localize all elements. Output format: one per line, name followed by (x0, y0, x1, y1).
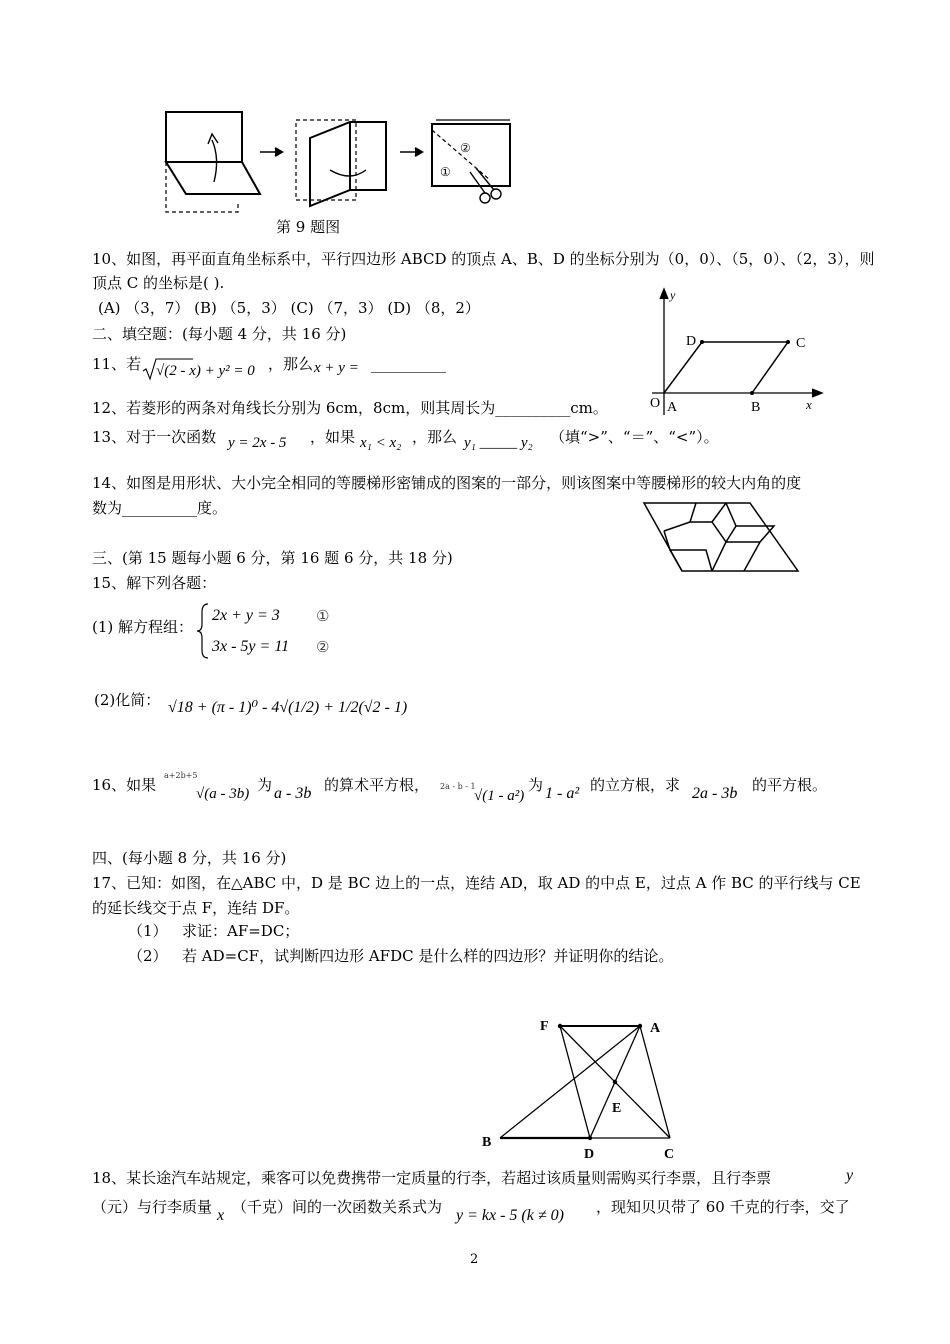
label-C2: C (664, 1147, 675, 1162)
q15-circle1: ① (316, 607, 330, 625)
fig9-mark1: ① (440, 165, 451, 179)
label-D2: D (584, 1147, 595, 1162)
q16-t5: 的平方根。 (752, 776, 828, 794)
q18-l2c: ，现知贝贝带了 60 千克的行李，交了 (596, 1198, 850, 1216)
q17-sub2-num: （2） (128, 947, 168, 965)
q11-expr2: x + y = (314, 360, 359, 376)
q13-pre: 13、对于一次函数 (92, 428, 217, 446)
label-B2: B (482, 1135, 492, 1150)
q16-t1: 为 (257, 776, 273, 794)
q16-root1: √(a - 3b) (196, 786, 250, 802)
fig9-mark2: ② (460, 141, 471, 155)
q16-t4: 的立方根，求 (590, 776, 681, 794)
axis-x-label: x (806, 397, 812, 412)
label-C: C (796, 336, 806, 351)
q14-trapezoid-tiling (640, 498, 805, 576)
q15-part2-label: (2)化简： (94, 691, 161, 709)
q17-line2: 的延长线交于点 F，连结 DF。 (92, 899, 300, 917)
axis-y-label: y (670, 288, 676, 302)
q17-triangle-figure (478, 1012, 678, 1160)
q15-part2-expression: √18 + (π - 1)⁰ - 4√(1/2) + 1/2(√2 - 1) (168, 699, 408, 716)
q11-blank: __________ (371, 355, 446, 373)
q15-equation2: 3x - 5y = 11 (212, 638, 290, 655)
q16-expr1: a - 3b (274, 785, 312, 802)
figure-9 (160, 110, 520, 220)
q13-compare: y₁ _____ y₂ (464, 435, 533, 451)
q13-post: （填“>”、“＝”、“<”）。 (550, 428, 719, 446)
q10-options: (A) （3，7） (B) （5，3） (C) （7，3） (D) （8，2） (98, 299, 480, 317)
q15-part1-label: (1) 解方程组： (92, 618, 194, 636)
label-A: A (667, 400, 678, 415)
q17-line1: 17、已知：如图，在△ABC 中，D 是 BC 边上的一点，连结 AD，取 AD 的中点 E，过点 A 作 BC 的平行线与 CE (92, 874, 861, 892)
label-F: F (540, 1019, 549, 1034)
q18-var-y: y (846, 1167, 854, 1184)
q18-l2a: （元）与行李质量 (92, 1198, 213, 1216)
q14-line1: 14、如图是用形状、大小完全相同的等腰梯形密铺成的图案的一部分，则该图案中等腰梯形的较大内角的度 (92, 474, 802, 492)
label-A2: A (650, 1021, 661, 1036)
q18-line1: 18、某长途汽车站规定，乘客可以免费携带一定质量的行李，若超过该质量则需购买行李票，且行李票 (92, 1169, 772, 1187)
q16-t2: 的算术平方根， (324, 776, 430, 794)
q11-expr: √(2 - x) + y² = 0 (156, 363, 255, 379)
q16-expr2: 1 - a² (545, 785, 580, 802)
q10-line1: 10、如图，再平面直角坐标系中，平行四边形 ABCD 的顶点 A、B、D 的坐标分别为（0，0）、（5，0）、（2，3），则 (92, 250, 875, 268)
label-E: E (612, 1101, 622, 1116)
fig9-caption: 第 9 题图 (276, 218, 341, 236)
q15-equation1: 2x + y = 3 (212, 607, 280, 624)
q18-function: y = kx - 5 (k ≠ 0) (456, 1207, 564, 1224)
q15-title: 15、解下列各题： (92, 574, 217, 592)
q12-text: 12、若菱形的两条对角线长分别为 6cm，8cm，则其周长为__________cm。 (92, 399, 608, 417)
q16-pre: 16、如果 (92, 776, 157, 794)
q17-sub1-num: （1） (128, 922, 168, 940)
q10-coordinate-figure (640, 285, 830, 420)
q18-l2b: （千克）间的一次函数关系式为 (232, 1198, 443, 1216)
q17-sub1: 求证：AF=DC； (182, 922, 300, 940)
section4-heading: 四、(每小题 8 分，共 16 分) (92, 849, 287, 867)
q15-system-brace (196, 602, 210, 660)
q16-root2-index: 2a - b - 1 (440, 782, 476, 791)
label-D: D (686, 334, 697, 349)
q13-function: y = 2x - 5 (228, 435, 287, 451)
q13-mid2: ，那么 (412, 428, 458, 446)
section2-heading: 二、填空题：(每小题 4 分，共 16 分) (92, 325, 347, 343)
section3-heading: 三、(第 15 题每小题 6 分，第 16 题 6 分，共 18 分) (92, 549, 453, 567)
q15-circle2: ② (316, 638, 330, 656)
q16-t3: 为 (528, 776, 544, 794)
q18-var-x: x (217, 1207, 225, 1224)
q11-mid: ，那么 (268, 355, 314, 373)
q13-mid1: ，如果 (310, 428, 356, 446)
page-number: 2 (470, 1252, 479, 1267)
q11-pre: 11、若 (92, 355, 142, 373)
q14-line2: 数为__________度。 (92, 499, 228, 517)
label-B: B (751, 400, 761, 415)
q16-root1-index: a+2b+5 (164, 771, 198, 780)
label-O: O (650, 396, 661, 411)
q16-expr3: 2a - 3b (692, 785, 738, 802)
q10-line2: 顶点 C 的坐标是( ). (92, 274, 225, 292)
q13-condition: x₁ < x₂ (360, 435, 402, 451)
q16-root2: √(1 - a²) (474, 788, 525, 804)
q17-sub2: 若 AD=CF，试判断四边形 AFDC 是什么样的四边形？并证明你的结论。 (182, 947, 674, 965)
